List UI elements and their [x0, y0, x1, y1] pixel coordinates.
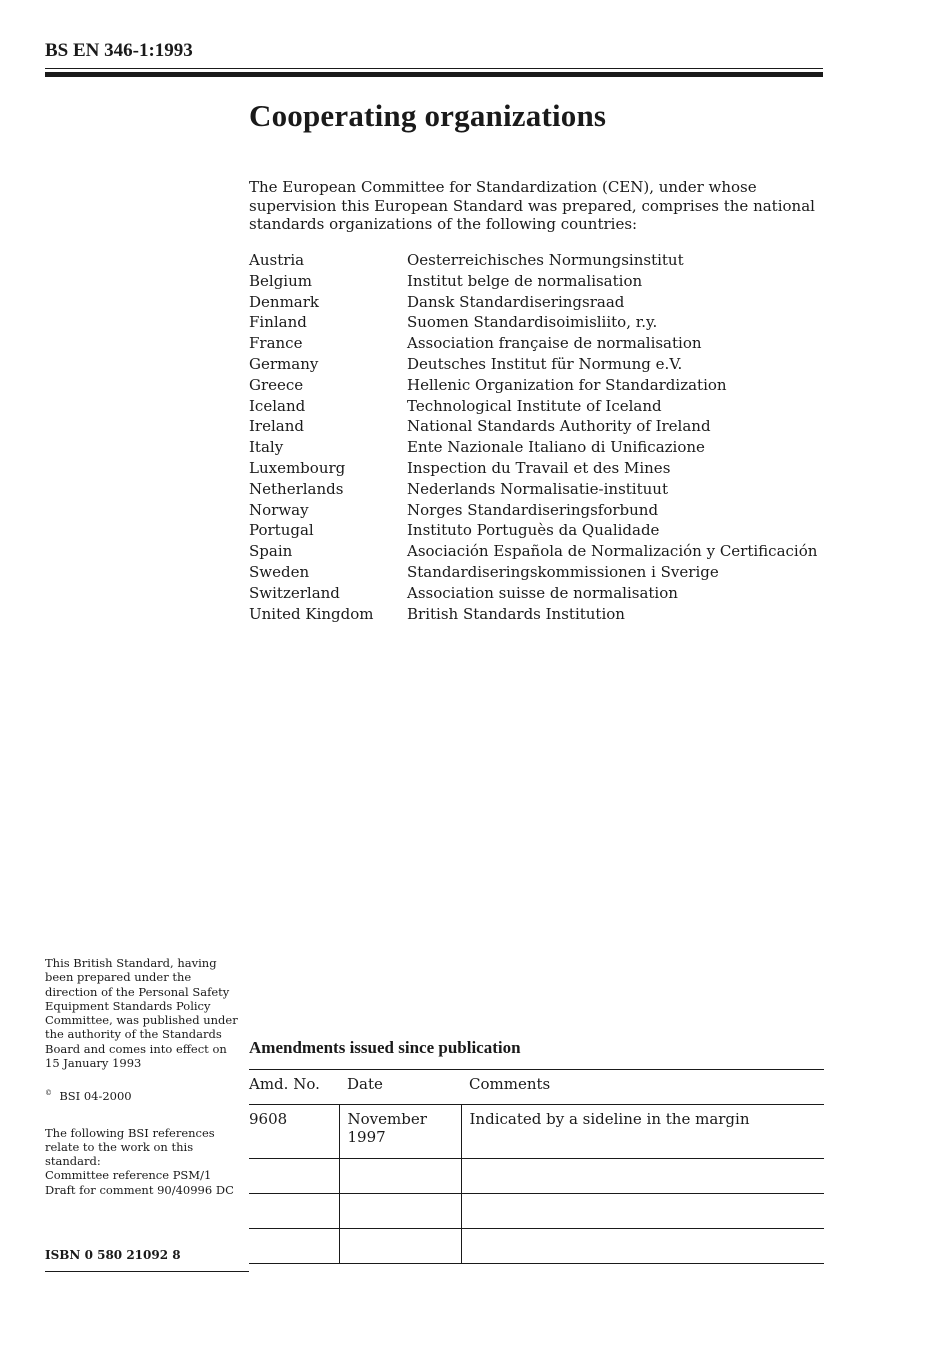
country-row	[249, 562, 827, 583]
country-name: Ireland	[249, 417, 304, 436]
table-row-empty	[249, 1194, 824, 1229]
copyright-text: BSI 04-2000	[59, 1089, 132, 1104]
publication-statement: This British Standard, having been prepared under the direction of the Personal Safety Equipment Standards Policy Committee, was published under the authority of the Standards Board and comes into effect on	[45, 956, 238, 1056]
standards-organization: Instituto Portuguès da Qualidade	[407, 521, 660, 540]
standards-organization: Dansk Standardiseringsraad	[407, 292, 625, 311]
amendments-heading: Amendments issued since publication	[249, 1038, 521, 1057]
country-name: Switzerland	[249, 583, 340, 602]
header-rule-thin	[45, 68, 823, 69]
country-row	[249, 541, 827, 562]
standards-organization: Hellenic Organization for Standardization	[407, 375, 727, 394]
country-list	[249, 250, 827, 624]
country-name: Netherlands	[249, 479, 344, 498]
standards-organization: Suomen Standardisoimisliito, r.y.	[407, 313, 658, 332]
country-name: Norway	[249, 500, 309, 519]
standards-organization: Deutsches Institut für Normung e.V.	[407, 354, 683, 373]
country-row	[249, 458, 827, 479]
country-name: Spain	[249, 542, 293, 561]
country-name: Greece	[249, 375, 304, 394]
standards-organization: Norges Standardiseringsforbund	[407, 500, 659, 519]
country-row	[249, 312, 827, 333]
country-name: Luxembourg	[249, 458, 346, 477]
country-row	[249, 520, 827, 541]
comments-cell: Indicated by a sideline in the margin	[461, 1105, 824, 1159]
standards-organization: Inspection du Travail et des Mines	[407, 458, 671, 477]
country-name: Austria	[249, 251, 305, 269]
copyright-line	[45, 1086, 245, 1103]
references-intro: The following BSI references relate to the work on this standard:	[45, 1125, 215, 1169]
amendments-table	[249, 1069, 824, 1264]
country-row	[249, 479, 827, 500]
document-id: BS EN 346-1:1993	[45, 40, 193, 61]
country-name: Germany	[249, 354, 319, 373]
draft-reference: Draft for comment 90/40996 DC	[45, 1182, 234, 1197]
standards-organization: National Standards Authority of Ireland	[407, 417, 711, 436]
standards-organization: Standardiseringskommissionen i Sverige	[407, 562, 719, 581]
country-name: France	[249, 334, 303, 353]
date-cell: November 1997	[339, 1105, 461, 1159]
country-name: Portugal	[249, 521, 314, 540]
standards-organization: Asociación Española de Normalización y Certificación	[407, 542, 818, 561]
standards-organization: Institut belge de normalisation	[407, 271, 643, 290]
country-row	[249, 375, 827, 396]
standards-organization: Association française de normalisation	[407, 334, 702, 353]
country-row	[249, 396, 827, 417]
standards-organization: Oesterreichisches Normungsinstitut	[407, 251, 684, 269]
isbn: ISBN 0 580 21092 8	[45, 1248, 181, 1262]
column-header-comments: Comments	[469, 1075, 551, 1093]
standards-organization: Technological Institute of Iceland	[407, 396, 662, 415]
amd-no-cell: 9608	[249, 1110, 288, 1128]
amendments-header-row	[249, 1070, 824, 1105]
table-row-empty	[249, 1159, 824, 1194]
standards-organization: Ente Nazionale Italiano di Unificazione	[407, 438, 705, 457]
table-row	[249, 1105, 824, 1159]
footer-rule-left	[45, 1271, 249, 1272]
country-row	[249, 292, 827, 313]
country-name: Italy	[249, 438, 284, 457]
country-row	[249, 437, 827, 458]
committee-reference: Committee reference PSM/1	[45, 1168, 212, 1183]
page-title: Cooperating organizations	[249, 98, 607, 133]
country-row	[249, 604, 827, 625]
country-name: Sweden	[249, 562, 310, 581]
standards-organization: Nederlands Normalisatie-instituut	[407, 479, 668, 498]
country-name: Iceland	[249, 396, 306, 415]
sidebar-notice	[45, 956, 245, 1197]
column-header-date: Date	[347, 1075, 383, 1093]
country-name: Belgium	[249, 271, 312, 290]
country-row	[249, 354, 827, 375]
country-row	[249, 500, 827, 521]
country-row	[249, 333, 827, 354]
column-header-amd-no: Amd. No.	[249, 1075, 320, 1093]
effective-date: 15 January 1993	[45, 1056, 142, 1071]
intro-paragraph: The European Committee for Standardization (CEN), under whose supervision this European Standard was prepared, comprises the national standards organizations of the following countries:	[249, 178, 815, 233]
country-name: Finland	[249, 313, 307, 332]
country-row	[249, 583, 827, 604]
country-row	[249, 271, 827, 292]
standards-organization: Association suisse de normalisation	[407, 583, 678, 602]
copyright-symbol: ©	[45, 1089, 52, 1098]
table-row-empty	[249, 1229, 824, 1264]
country-name: Denmark	[249, 292, 319, 311]
country-row	[249, 416, 827, 437]
header-rule-thick	[45, 72, 823, 77]
standards-organization: British Standards Institution	[407, 604, 625, 623]
country-row	[249, 250, 827, 271]
country-name: United Kingdom	[249, 604, 374, 623]
